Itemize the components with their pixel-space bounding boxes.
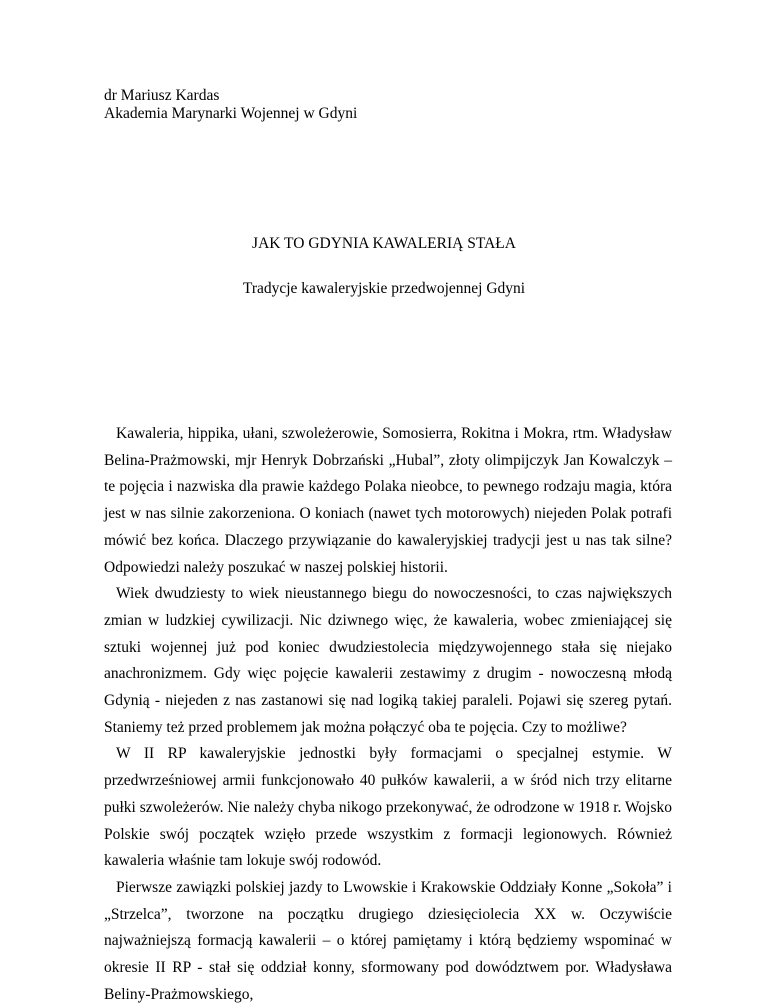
document-subtitle: Tradycje kawaleryjskie przedwojennej Gdyni bbox=[242, 280, 526, 297]
author-block bbox=[104, 87, 357, 123]
body-text bbox=[104, 421, 672, 1008]
paragraph: W II RP kawaleryjskie jednostki były formacjami o specjalnej estymie. W przedwrześniowej armii funkcjonowało 40 pułków kawalerii, a w śród nich trzy elitarne pułki szwoleżerów. Nie należy chyba nikogo przekonywać, że odrodzone w 1918 r. Wojsko Polskie swój początek wzięło przede wszystkim z formacji legionowych. Również kawaleria właśnie tam lokuje swój rodowód. bbox=[104, 745, 672, 870]
document-title: JAK TO GDYNIA KAWALERIĄ STAŁA bbox=[252, 235, 516, 252]
author-name: dr Mariusz Kardas bbox=[104, 87, 220, 104]
paragraph: Pierwsze zawiązki polskiej jazdy to Lwowskie i Krakowskie Oddziały Konne „Sokoła” i „Strzelca”, tworzone na początku drugiego dziesięciolecia XX w. Oczywiście najważniejszą formacją kawalerii – o której pamiętamy i którą będziemy wspominać w okresie II RP - stał się oddział konny, sformowany pod dowództwem por. Władysława Beliny-Prażmowskiego, bbox=[104, 878, 672, 1003]
paragraph: Wiek dwudziesty to wiek nieustannego biegu do nowoczesności, to czas największych zmian w ludzkiej cywilizacji. Nic dziwnego więc, że kawaleria, wobec zmieniającej się sztuki wojennej już pod koniec dwudziestolecia międzywojennego stała się niejako anachronizmem. Gdy więc pojęcie kawalerii zestawimy z drugim - nowoczesną młodą Gdynią - niejeden z nas zastanowi się nad logiką takiej paraleli. Pojawi się szereg pytań. Staniemy też przed problemem jak można połączyć oba te pojęcia. Czy to możliwe? bbox=[104, 585, 672, 736]
author-affiliation: Akademia Marynarki Wojennej w Gdyni bbox=[104, 105, 358, 122]
paragraph: Kawaleria, hippika, ułani, szwoleżerowie, Somosierra, Rokitna i Mokra, rtm. Władysław Belina-Prażmowski, mjr Henryk Dobrzański „Hubal”, złoty olimpijczyk Jan Kowalczyk – te pojęcia i nazwiska dla prawie każdego Polaka nieobce, to pewnego rodzaju magia, która jest w nas silnie zakorzeniona. O koniach (nawet tych motorowych) niejeden Polak potrafi mówić bez końca. Dlaczego przywiązanie do kawaleryjskiej tradycji jest u nas tak silne? Odpowiedzi należy poszukać w naszej polskiej historii. bbox=[104, 425, 672, 576]
